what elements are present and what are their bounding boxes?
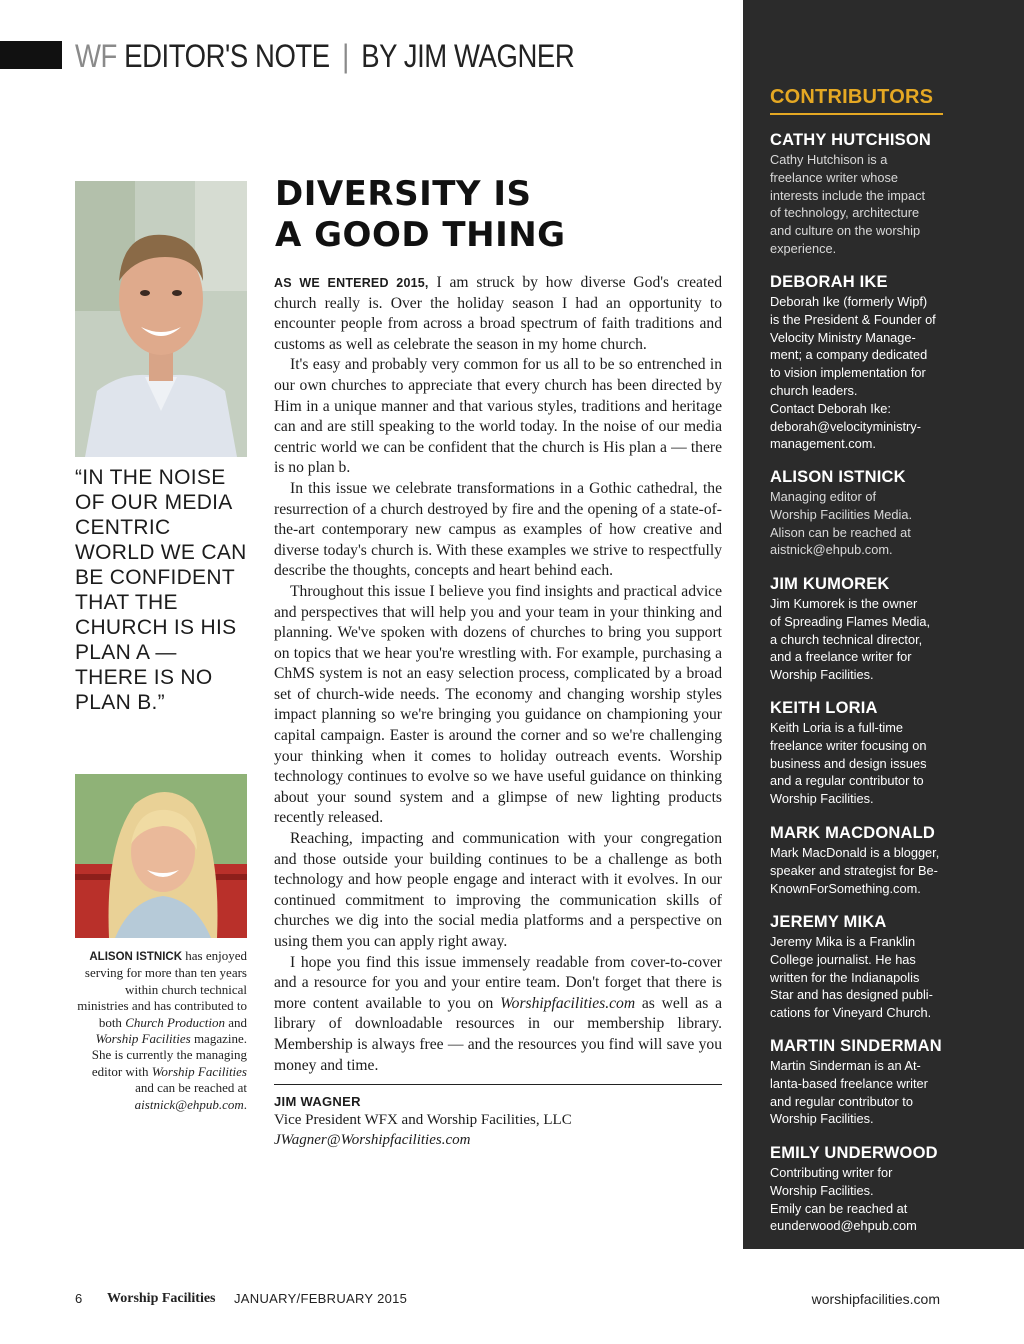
contributor-jim-kumorek (770, 574, 1015, 684)
headline-line-1: DIVERSITY IS (275, 174, 532, 214)
signature-divider (274, 1084, 722, 1085)
contributor-name: JIM KUMOREK (770, 575, 890, 593)
contributor-deborah-ike (770, 272, 1015, 453)
caption-publication: Church Production (125, 1014, 225, 1030)
header-bar (0, 41, 62, 69)
contributor-keith-loria (770, 698, 1015, 808)
author-photo-alison-istnick (75, 774, 247, 938)
article-paragraph: It's easy and probably very common for us all to be so entrenched in our own churches to appreciate that every church has been directed by Him in a unique manner and that various styles, traditions and heritage can and are still speaking to the world today. In the noise of our media centric world we can be confident that the church is His plan a — there is no plan b. (274, 356, 722, 477)
contributor-name: ALISON ISTNICK (770, 468, 906, 486)
signature-block (274, 1093, 722, 1150)
page-header (75, 36, 574, 76)
contributor-bio: Mark MacDonald is a blogger, speaker and strategist for Be- KnownForSomething.com. (770, 845, 940, 896)
editor-bio-caption (75, 948, 247, 1113)
contributor-alison-istnick (770, 467, 1015, 559)
article-body (274, 273, 722, 1076)
paragraph-text: I am struck by how diverse God's created church really is. Over the holiday season I had an opportunity to encounter people from across a broad spectrum of faith traditions and customs as well as celebrate the season in my home church. (274, 274, 722, 353)
headline-line-2: A GOOD THING (275, 215, 566, 255)
article-lead-in: AS WE ENTERED 2015, (274, 276, 429, 290)
section-code: WF (75, 38, 117, 74)
article-paragraph (274, 273, 722, 355)
paragraph-text: I hope you find this issue immensely readable from cover-to-cover and a resource for you and your entire team. Don't forget that there is more content available to you on (274, 953, 722, 1012)
signature-name: JIM WAGNER (274, 1094, 361, 1109)
contributor-name: JEREMY MIKA (770, 913, 887, 931)
author-photo-jim-wagner (75, 181, 247, 457)
caption-text: has enjoyed serving for more than ten years within church technical ministries and has contributed to both (77, 948, 247, 1030)
caption-text: and (224, 1014, 247, 1030)
contributor-jeremy-mika (770, 912, 1015, 1022)
footer-magazine-name: Worship Facilities (107, 1291, 216, 1306)
contributor-bio: Jim Kumorek is the owner of Spreading Flames Media, a church technical director, and a freelance writer for Worship Facilities. (770, 596, 931, 683)
signature-title: Vice President WFX and Worship Facilities, LLC (274, 1112, 572, 1128)
contributor-martin-sinderman (770, 1036, 1015, 1128)
contributor-cathy-hutchison (770, 130, 1015, 258)
caption-text: and can be reached at (135, 1080, 247, 1096)
header-byline: BY JIM WAGNER (361, 38, 575, 74)
caption-email-link[interactable]: aistnick@ehpub.com (134, 1096, 244, 1112)
contributors-sidebar (743, 0, 1024, 1249)
contributor-name: DEBORAH IKE (770, 273, 888, 291)
page-number: 6 (75, 1291, 83, 1306)
contributor-name: KEITH LORIA (770, 699, 878, 717)
contributor-name: CATHY HUTCHISON (770, 131, 931, 149)
contributor-bio: Jeremy Mika is a Franklin College journalist. He has written for the Indianapolis Star and has designed publi- cations for Vineyard Church. (770, 934, 933, 1021)
paragraph-text: as well as a library of downloadable resources in our membership library. Membership is always free — and the resources you find will save you money and time. (274, 994, 723, 1074)
contributor-bio: Martin Sinderman is an At- lanta-based freelance writer and regular contributor to Worship Facilities. (770, 1058, 928, 1127)
caption-name: ALISON ISTNICK (89, 951, 183, 963)
article-paragraph: Reaching, impacting and communication with your congregation and those outside your building continues to be a challenge as both technology and how people engage and interact with it evolves. In our continued commitment to improving the communication skills of churches we dig into the social media platforms and a perspective on using them you can apply right away. (274, 830, 722, 950)
article-headline (275, 174, 715, 256)
article-paragraph (274, 953, 722, 1077)
contributor-name: MARK MACDONALD (770, 824, 936, 842)
pull-quote: “IN THE NOISE OF OUR MEDIA CENTRIC WORLD WE CAN BE CONFIDENT THAT THE CHURCH IS HIS PLAN A — THERE IS NO PLAN B.” (75, 466, 247, 714)
caption-publication: Worship Facilities (95, 1031, 191, 1047)
signature-email-link[interactable]: JWagner@Worshipfacilities.com (274, 1132, 471, 1148)
caption-text: magazine. She is currently the managing editor with (91, 1031, 247, 1079)
contributor-mark-macdonald (770, 823, 1015, 897)
contributor-bio: Deborah Ike (formerly Wipf) is the President & Founder of Velocity Ministry Manage- ment; a company dedicated to vision implementation for church leaders. Contact Deborah Ike: deborah@velocityministry- management.com. (770, 294, 936, 452)
section-title: EDITOR'S NOTE (124, 38, 330, 74)
caption-publication: Worship Facilities (151, 1063, 247, 1079)
contributor-name: MARTIN SINDERMAN (770, 1037, 942, 1055)
contributor-emily-underwood (770, 1143, 1015, 1235)
header-separator: | (342, 38, 349, 74)
contributor-bio: Keith Loria is a full-time freelance writer focusing on business and design issues and a regular contributor to Worship Facilities. (770, 720, 927, 807)
contributors-heading: CONTRIBUTORS (770, 86, 943, 115)
article-paragraph: In this issue we celebrate transformations in a Gothic cathedral, the resurrection of a church destroyed by fire and the opening of a state-of-the-art contemporary new campus as examples of how creative and diverse today's church is. With these examples we strive to respectfully describe the thoughts, concepts and heart behind each. (274, 479, 722, 580)
contributor-name: EMILY UNDERWOOD (770, 1144, 938, 1162)
contributor-bio: Contributing writer for Worship Facilities. Emily can be reached at eunderwood@ehpub.com (770, 1165, 917, 1234)
contributor-bio: Cathy Hutchison is a freelance writer whose interests include the impact of technology, architecture and culture on the worship experience. (770, 152, 926, 256)
article-paragraph: Throughout this issue I believe you find insights and practical advice and perspectives that will help you and your team in your thinking and planning. We've spoken with dozens of churches to bring you support on topics that we hear you're wrestling with. For example, purchasing a ChMS system is not an easy selection process, complicated by a broad set of church-wide needs. The economy and changing worship styles impact planning so we're bringing you guidance on championing your capital campaign. Easter is around the corner and so we're challenging your thinking when it comes to holiday outreach events. Worship technology continues to evolve so we have useful guidance on thinking about your sound system and a glimpse of new lighting products recently released. (274, 582, 722, 827)
caption-text: . (243, 1096, 247, 1112)
website-link[interactable]: Worshipfacilities.com (500, 994, 636, 1012)
contributor-bio: Managing editor of Worship Facilities Media. Alison can be reached at aistnick@ehpub.com. (770, 489, 912, 558)
footer-website-link[interactable]: worshipfacilities.com (811, 1291, 940, 1307)
footer-issue-date: JANUARY/FEBRUARY 2015 (234, 1291, 408, 1306)
